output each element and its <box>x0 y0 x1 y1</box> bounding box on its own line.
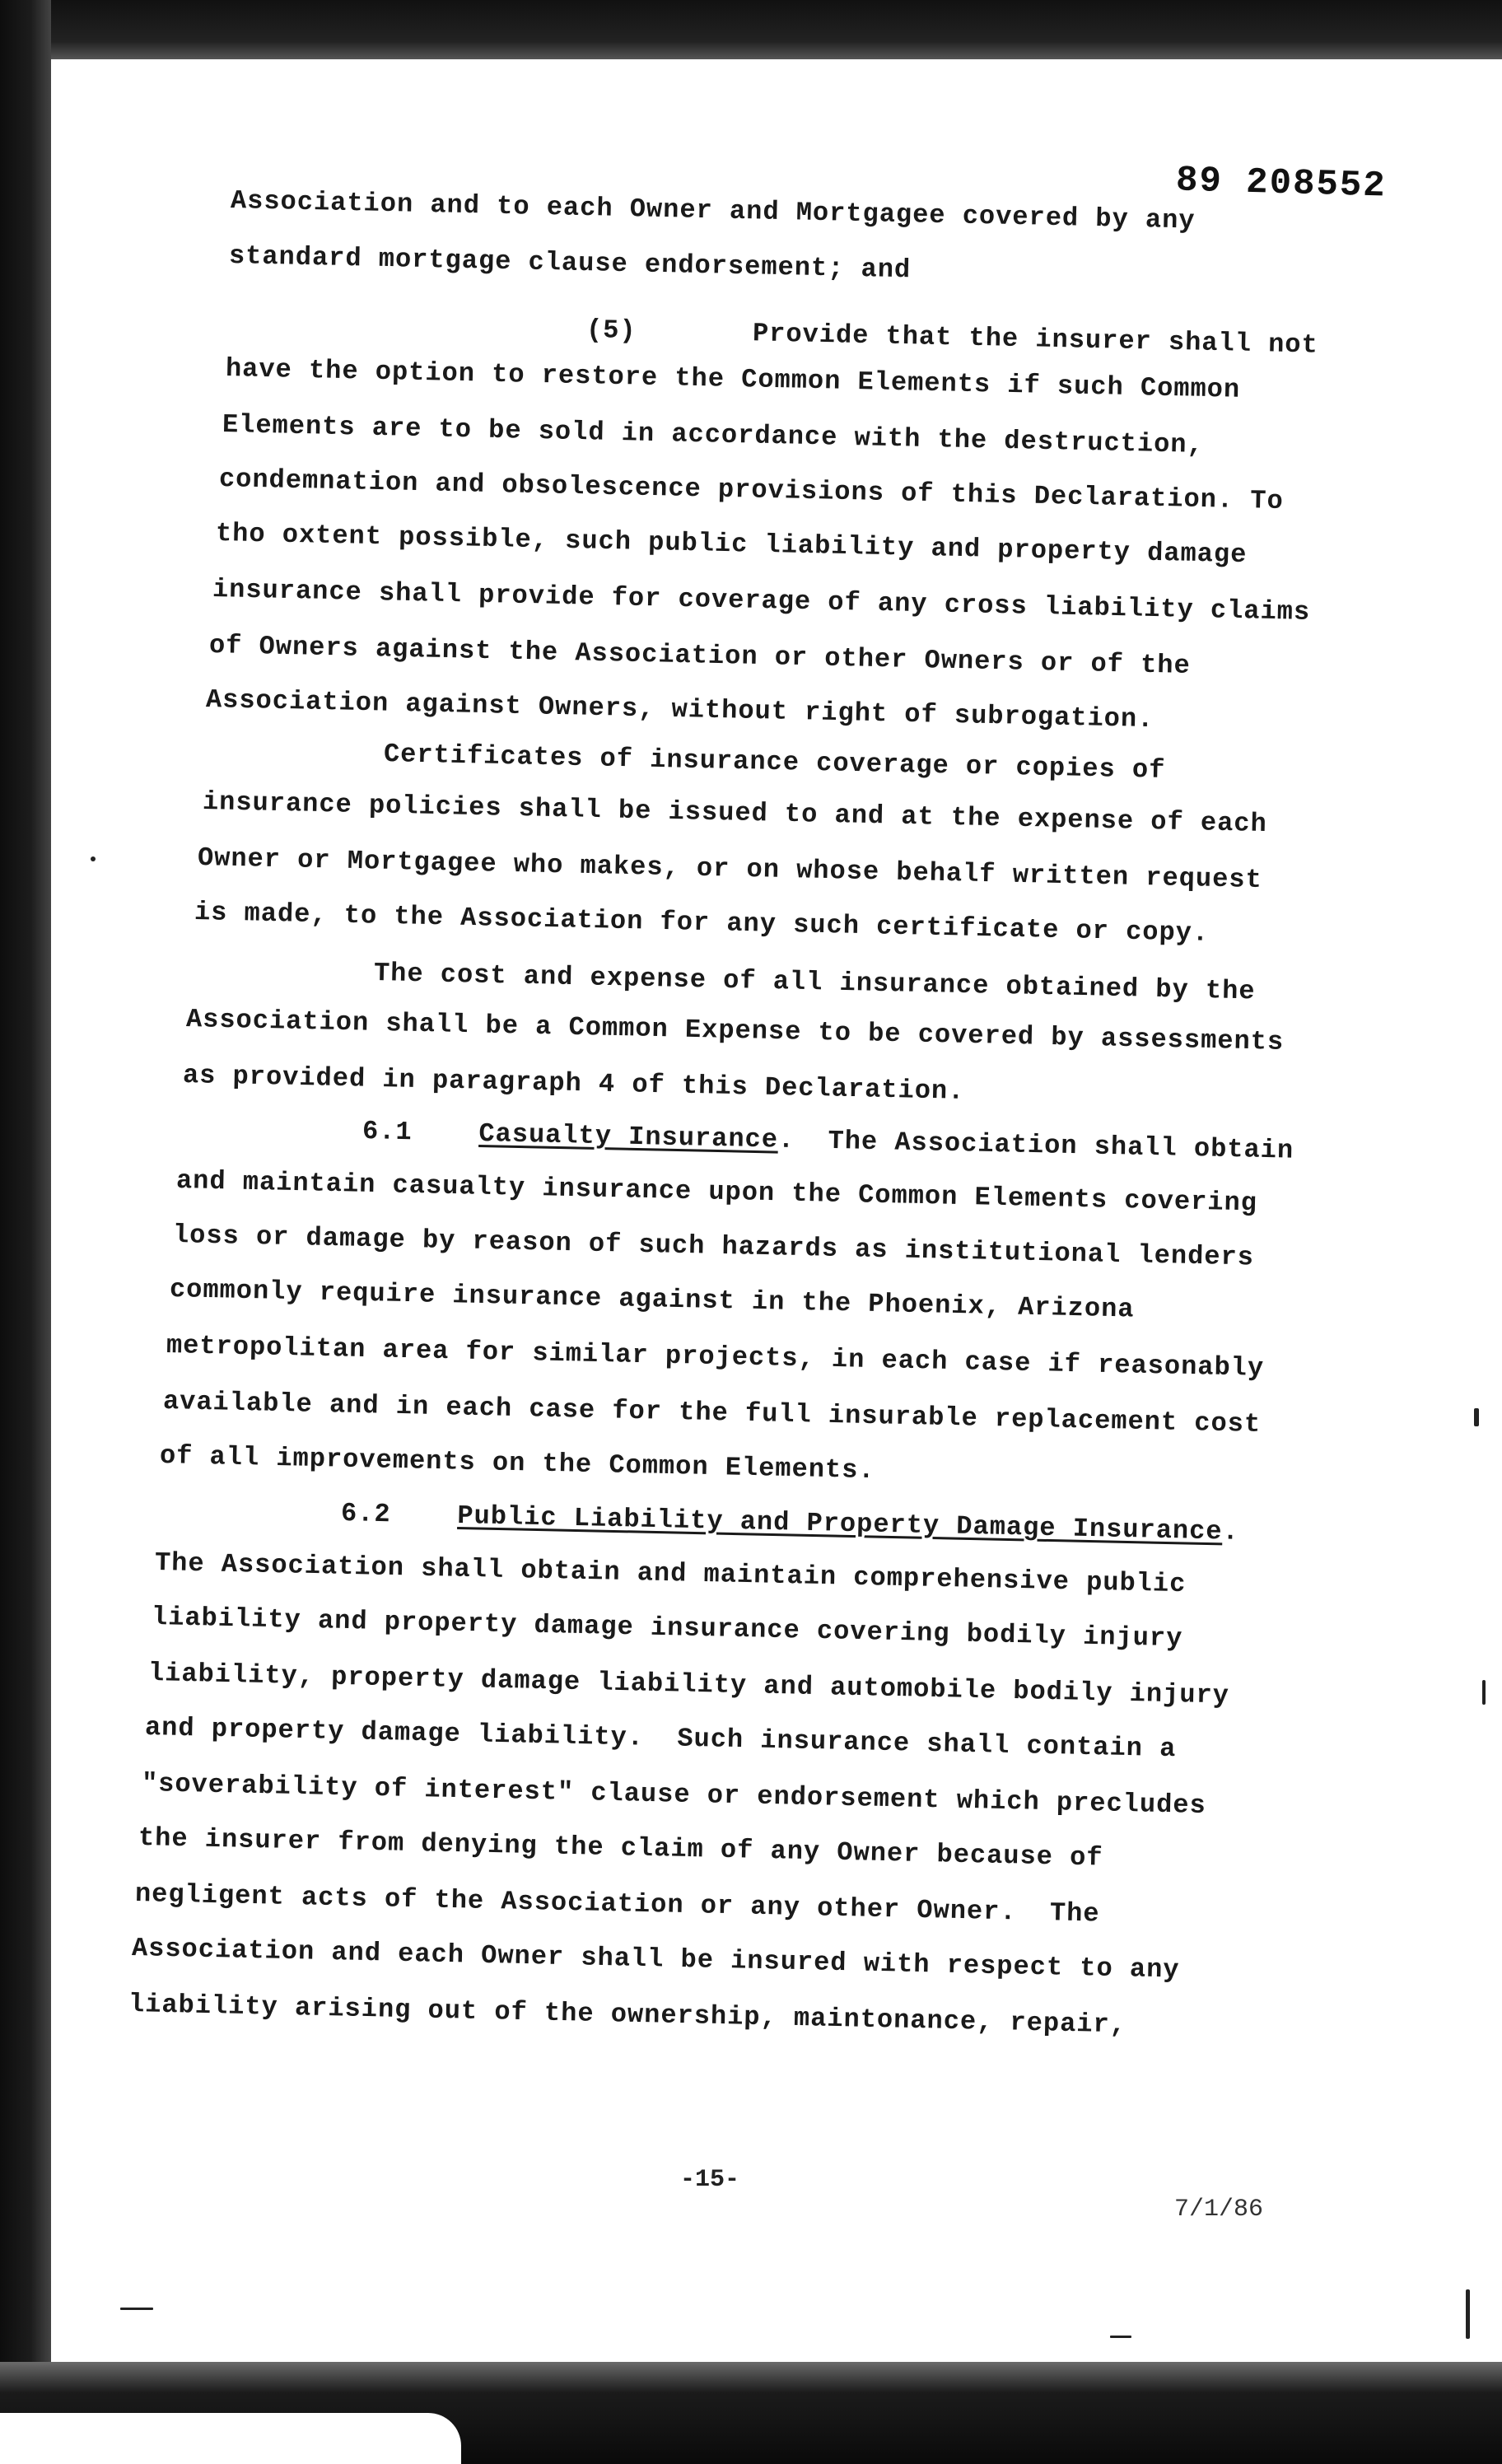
section-heading: Casualty Insurance <box>478 1118 779 1155</box>
text-line: and property damage liability. Such insurance shall contain a <box>144 1712 1177 1765</box>
scan-edge-left <box>0 0 51 2464</box>
document-number: 89 208552 <box>1175 160 1388 208</box>
text-line: the insurer from denying the claim of any Owner because of <box>138 1822 1103 1874</box>
text-line: is made, to the Association for any such certificate or copy. <box>194 897 1210 949</box>
text-line: loss or damage by reason of such hazards as institutional lenders <box>172 1220 1255 1273</box>
text-line: condemnation and obsolescence provisions of this Declaration. To <box>218 464 1285 517</box>
text-line: metropolitan area for similar projects, in each case if reasonably <box>166 1330 1265 1384</box>
scan-mark <box>1482 1680 1486 1705</box>
scan-mark <box>91 856 96 861</box>
text-line: commonly require insurance against in the Phoenix, Arizona <box>169 1274 1135 1325</box>
page-number: -15- <box>680 2166 740 2194</box>
section-heading: Public Liability and Property Damage Insurance <box>457 1500 1223 1547</box>
text-line: insurance policies shall be issued to and at the expense of each <box>202 786 1268 840</box>
text-line: liability arising out of the ownership, maintonance, repair, <box>128 1989 1127 2041</box>
section-number: 6.1 <box>362 1116 413 1148</box>
text-line: (5) Provide that the insurer shall not <box>585 315 1319 361</box>
scan-mark <box>1110 2336 1131 2338</box>
text-line: Owner or Mortgagee who makes, or on whose behalf written request <box>197 842 1263 896</box>
scan-edge-top <box>0 0 1502 59</box>
scan-mark <box>120 2308 153 2310</box>
scan-edge-notch <box>0 2413 461 2464</box>
text-line: have the option to restore the Common Elements if such Common <box>225 353 1241 405</box>
text-line: Association against Owners, without right of subrogation. <box>205 684 1154 735</box>
text-line: liability and property damage insurance covering bodily injury <box>151 1602 1183 1654</box>
text-line: The cost and expense of all insurance obtained by the <box>373 958 1256 1007</box>
section-heading-continuation: . The Association shall obtain <box>777 1124 1294 1166</box>
page-date: 7/1/86 <box>1174 2196 1264 2224</box>
text-line: Association shall be a Common Expense to be covered by assessments <box>185 1004 1285 1057</box>
text-line: available and in each case for the full insurable replacement cost <box>162 1386 1262 1440</box>
text-line: insurance shall provide for coverage of any cross liability claims <box>212 574 1311 628</box>
text-line: The Association shall obtain and maintain comprehensive public <box>154 1547 1187 1600</box>
text-line: Association and to each Owner and Mortgagee covered by any <box>230 185 1196 236</box>
text-line: liability, property damage liability and automobile bodily injury <box>147 1658 1230 1711</box>
text-line: standard mortgage clause endorsement; and <box>228 240 912 286</box>
text-line: "soverability of interest" clause or endorsement which precludes <box>141 1768 1207 1822</box>
scan-mark <box>1474 1408 1479 1426</box>
section-heading-continuation: . <box>1222 1516 1240 1547</box>
text-line: negligent acts of the Association or any other Owner. The <box>134 1878 1100 1930</box>
text-line: Association and each Owner shall be insured with respect to any <box>131 1933 1180 1986</box>
text-line: tho oxtent possible, such public liability and property damage <box>215 518 1248 571</box>
section-6-2-heading-line <box>341 1500 1239 1546</box>
section-number: 6.2 <box>340 1498 391 1530</box>
text-line: of all improvements on the Common Elements. <box>159 1440 875 1486</box>
text-line: as provided in paragraph 4 of this Declaration. <box>182 1060 965 1107</box>
scan-mark <box>1466 2289 1470 2339</box>
text-line: and maintain casualty insurance upon the Common Elements covering <box>175 1165 1258 1219</box>
text-line: Elements are to be sold in accordance with the destruction, <box>222 409 1205 460</box>
text-line: of Owners against the Association or other Owners or of the <box>208 630 1192 681</box>
section-6-1-heading-line <box>362 1118 1294 1164</box>
text-line: Certificates of insurance coverage or copies of <box>383 739 1166 786</box>
